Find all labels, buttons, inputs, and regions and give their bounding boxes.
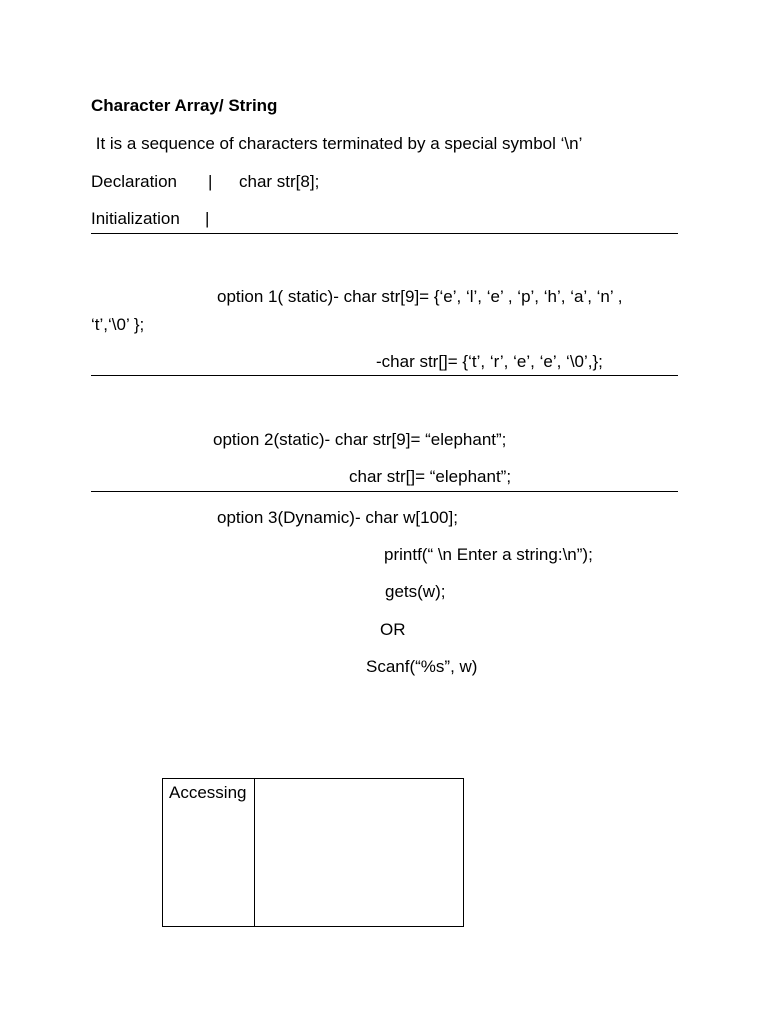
option3-gets: gets(w); [385, 582, 446, 601]
declaration-value: char str[8]; [239, 172, 320, 191]
option3-printf: printf(“ \n Enter a string:\n”); [384, 545, 593, 564]
option1-alternative: -char str[]= {‘t’, ‘r’, ‘e’, ‘e’, ‘\0’,}; [376, 352, 603, 371]
document-title: Character Array/ String [91, 96, 278, 115]
section-divider [91, 375, 678, 376]
initialization-label: Initialization [91, 209, 180, 228]
section-divider [91, 233, 678, 234]
accessing-label: Accessing [169, 783, 247, 802]
accessing-table [162, 778, 464, 927]
option3-line: option 3(Dynamic)- char w[100]; [217, 508, 458, 527]
option2-alternative: char str[]= “elephant”; [349, 467, 512, 486]
option2-line: option 2(static)- char str[9]= “elephant”; [213, 430, 507, 449]
intro-text: It is a sequence of characters terminated by a special symbol ‘\n’ [91, 134, 583, 153]
option1-continuation: ‘t’,‘\0’ }; [91, 315, 145, 334]
declaration-separator: | [208, 172, 213, 191]
table-column-divider [254, 779, 255, 926]
option3-scanf: Scanf(“%s”, w) [366, 657, 478, 676]
option1-line: option 1( static)- char str[9]= {‘e’, ‘l’, ‘e’ , ‘p’, ‘h’, ‘a’, ‘n’ , [217, 287, 623, 306]
option3-or: OR [380, 620, 406, 639]
declaration-label: Declaration [91, 172, 177, 191]
section-divider [91, 491, 678, 492]
initialization-separator: | [205, 209, 210, 228]
